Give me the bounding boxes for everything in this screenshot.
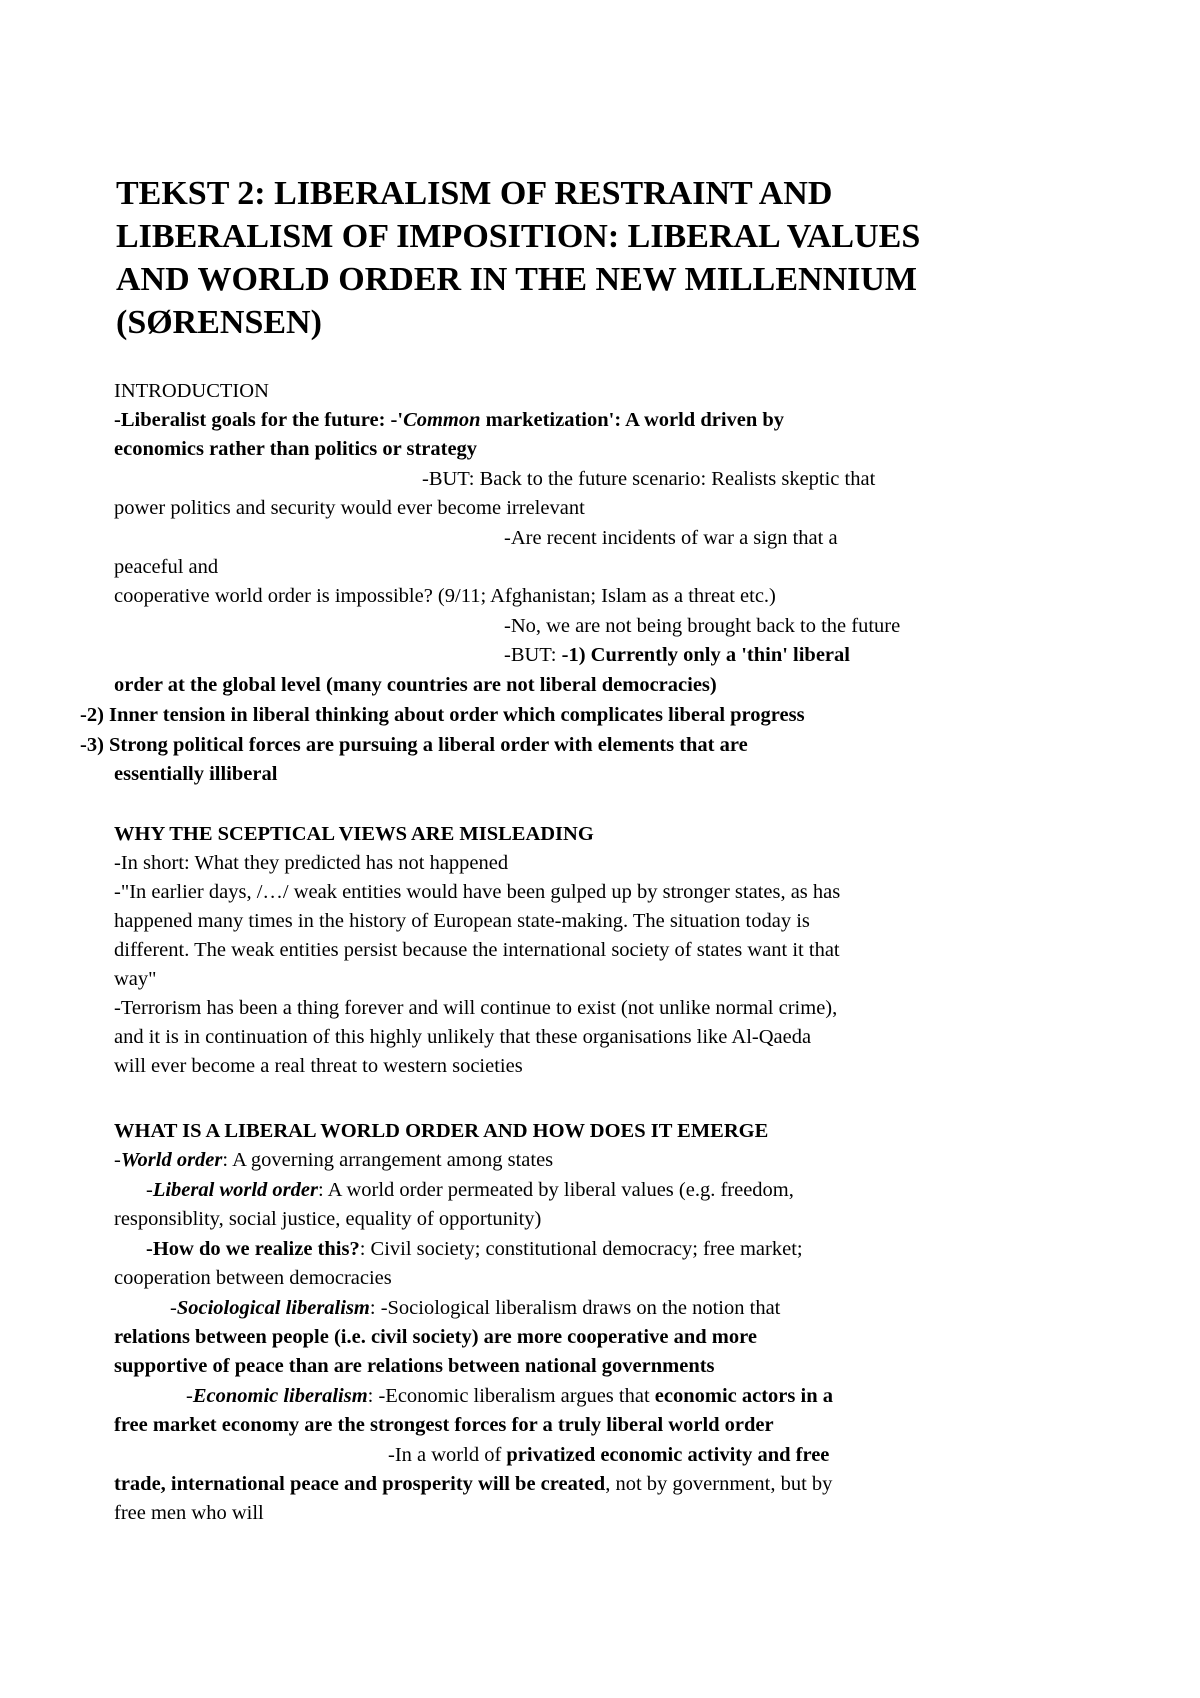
- order-line-8: supportive of peace than are relations between national governments: [114, 1355, 715, 1377]
- order-line-7: relations between people (i.e. civil society) are more cooperative and more: [114, 1326, 757, 1348]
- order-line-4: [146, 1235, 803, 1263]
- sceptical-line-7: and it is in continuation of this highly unlikely that these organisations like Al-Qaeda: [114, 1026, 812, 1048]
- intro-line-1a: -Liberalist goals for the future: -': [114, 409, 404, 431]
- sceptical-line-3: happened many times in the history of European state-making. The situation today is: [114, 910, 810, 932]
- intro-heading: INTRODUCTION: [114, 380, 269, 402]
- intro-line-2: economics rather than politics or strategy: [114, 438, 478, 460]
- sceptical-line-4: different. The weak entities persist because the international society of states want it that: [114, 939, 840, 961]
- intro-line-1b: Common: [403, 409, 481, 431]
- intro-line-9a: -BUT:: [504, 644, 562, 666]
- intro-line-8: -No, we are not being brought back to the future: [504, 615, 901, 637]
- title-line-3: AND WORLD ORDER IN THE NEW MILLENNIUM: [116, 261, 917, 298]
- order-line-9: [186, 1382, 833, 1410]
- order-line-3: responsiblity, social justice, equality of opportunity): [114, 1208, 542, 1230]
- intro-line-5: -Are recent incidents of war a sign that a: [504, 527, 838, 549]
- order-line-11: [388, 1441, 829, 1469]
- intro-line-10: order at the global level (many countries are not liberal democracies): [114, 674, 717, 696]
- order-line-1c: : A governing arrangement among states: [222, 1149, 554, 1171]
- sceptical-line-6: -Terrorism has been a thing forever and will continue to exist (not unlike normal crime),: [114, 997, 838, 1019]
- order-line-12a: trade, international peace and prosperity will be created: [114, 1473, 606, 1495]
- order-line-12: [114, 1470, 832, 1498]
- intro-line-6: peaceful and: [114, 556, 219, 578]
- intro-line-1c: marketization': A world driven by: [480, 409, 785, 431]
- order-heading: WHAT IS A LIBERAL WORLD ORDER AND HOW DOES IT EMERGE: [114, 1120, 769, 1142]
- intro-line-12: -3) Strong political forces are pursuing a liberal order with elements that are: [80, 734, 748, 756]
- order-line-11b: privatized economic activity and free: [506, 1444, 830, 1466]
- intro-line-13: essentially illiberal: [114, 763, 278, 785]
- title-line-1: TEKST 2: LIBERALISM OF RESTRAINT AND: [116, 175, 833, 212]
- order-line-2b: Liberal world order: [152, 1179, 318, 1201]
- order-line-9d: economic actors in a: [654, 1385, 833, 1407]
- order-line-2: [146, 1176, 794, 1204]
- order-line-9c: : -Economic liberalism argues that: [367, 1385, 655, 1407]
- intro-line-9b: -1) Currently only a 'thin' liberal: [561, 644, 850, 666]
- order-line-11a: -In a world of: [388, 1444, 507, 1466]
- intro-line-7: cooperative world order is impossible? (9/11; Afghanistan; Islam as a threat etc.): [114, 585, 776, 607]
- intro-line-1: [114, 406, 784, 434]
- order-line-1: [114, 1146, 553, 1174]
- order-line-10: free market economy are the strongest forces for a truly liberal world order: [114, 1414, 774, 1436]
- order-line-4b: : Civil society; constitutional democracy; free market;: [359, 1238, 803, 1260]
- sceptical-line-8: will ever become a real threat to western societies: [114, 1055, 523, 1077]
- sceptical-heading: WHY THE SCEPTICAL VIEWS ARE MISLEADING: [114, 823, 594, 845]
- intro-line-4: power politics and security would ever become irrelevant: [114, 497, 585, 519]
- order-line-2c: : A world order permeated by liberal values (e.g. freedom,: [317, 1179, 794, 1201]
- order-line-6: [170, 1294, 780, 1322]
- document-title: [116, 172, 1016, 344]
- intro-line-3: -BUT: Back to the future scenario: Realists skeptic that: [422, 468, 876, 490]
- order-line-1b: World order: [120, 1149, 223, 1171]
- intro-line-9: [504, 641, 850, 669]
- order-line-9a: -: [186, 1385, 193, 1407]
- order-line-1a: -: [114, 1149, 121, 1171]
- order-line-12b: , not by government, but by: [605, 1473, 833, 1495]
- order-line-4a: -How do we realize this?: [146, 1238, 360, 1260]
- sceptical-line-1: -In short: What they predicted has not happened: [114, 852, 509, 874]
- order-line-2a: -: [146, 1179, 153, 1201]
- order-line-9b: Economic liberalism: [192, 1385, 368, 1407]
- sceptical-line-2: -"In earlier days, /…/ weak entities would have been gulped up by stronger states, as has: [114, 881, 841, 903]
- order-line-5: cooperation between democracies: [114, 1267, 392, 1289]
- title-line-2: LIBERALISM OF IMPOSITION: LIBERAL VALUES: [116, 218, 921, 255]
- title-line-4: (SØRENSEN): [116, 304, 322, 341]
- sceptical-line-5: way": [114, 968, 157, 990]
- order-line-6c: : -Sociological liberalism draws on the notion that: [369, 1297, 781, 1319]
- order-line-13: free men who will: [114, 1502, 264, 1524]
- order-line-6a: -: [170, 1297, 177, 1319]
- intro-line-11: -2) Inner tension in liberal thinking about order which complicates liberal progress: [80, 704, 805, 726]
- order-line-6b: Sociological liberalism: [176, 1297, 370, 1319]
